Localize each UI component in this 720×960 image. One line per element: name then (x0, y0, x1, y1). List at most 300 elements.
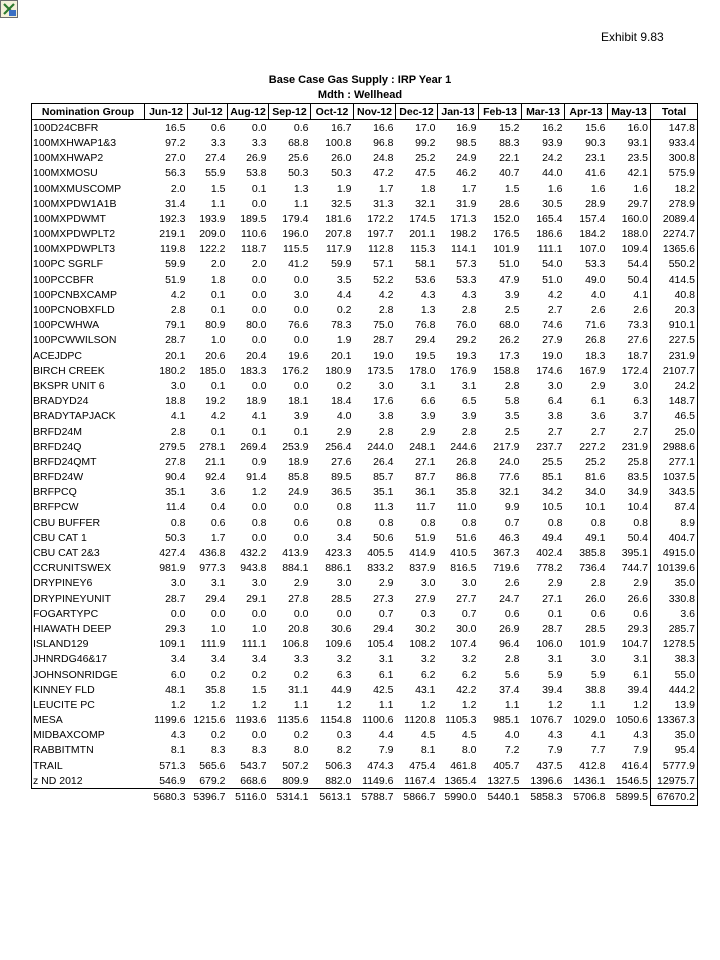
value-cell: 76.0 (456, 319, 477, 332)
row-total-cell: 1365.6 (651, 242, 698, 257)
value-cell: 74.6 (542, 319, 563, 332)
value-cell: 2.9 (293, 577, 309, 590)
value-cell: 53.6 (415, 273, 436, 286)
value-cell: 3.4 (336, 531, 352, 544)
column-header: May-13 (608, 104, 651, 120)
value-cell: 83.5 (627, 471, 648, 484)
value-cell: 244.0 (367, 440, 394, 453)
totals-blank-cell (32, 789, 145, 805)
value-cell: 88.3 (499, 136, 520, 149)
value-cell: 34.2 (542, 486, 563, 499)
value-cell: 3.9 (293, 410, 309, 423)
value-cell: 432.2 (240, 547, 267, 560)
totals-row (32, 789, 698, 805)
column-header: Dec-12 (396, 104, 438, 120)
value-cell: 29.7 (627, 197, 648, 210)
value-cell: 28.7 (373, 334, 394, 347)
value-cell: 0.6 (633, 607, 648, 620)
value-cell: 2.9 (420, 425, 436, 438)
value-cell: 24.9 (288, 486, 309, 499)
value-cell: 30.5 (542, 197, 563, 210)
value-cell: 28.7 (542, 622, 563, 635)
row-total-cell: 12975.7 (651, 773, 698, 789)
row-total-cell: 13367.3 (651, 713, 698, 728)
value-cell: 943.8 (240, 562, 267, 575)
value-cell: 1.5 (251, 683, 267, 696)
row-total-cell: 147.8 (651, 120, 698, 136)
table-row (32, 545, 698, 560)
value-cell: 26.0 (585, 592, 606, 605)
value-cell: 31.4 (165, 197, 186, 210)
value-cell: 17.6 (373, 395, 394, 408)
table-row (32, 424, 698, 439)
value-cell: 2.9 (378, 577, 394, 590)
table-row (32, 257, 698, 272)
value-cell: 71.6 (585, 319, 606, 332)
value-cell: 15.6 (585, 121, 606, 134)
value-cell: 174.5 (409, 212, 436, 225)
nomination-group-cell: 100PCWHWA (32, 318, 145, 333)
value-cell: 183.3 (240, 364, 267, 377)
nomination-group-cell: 100MXPDWPLT2 (32, 227, 145, 242)
value-cell: 28.9 (585, 197, 606, 210)
value-cell: 11.7 (415, 501, 436, 514)
table-row (32, 302, 698, 317)
value-cell: 6.2 (461, 668, 477, 681)
value-cell: 47.5 (415, 167, 436, 180)
value-cell: 16.9 (456, 121, 477, 134)
value-cell: 91.4 (246, 471, 267, 484)
value-cell: 4.1 (590, 729, 606, 742)
value-cell: 8.1 (420, 744, 436, 757)
value-cell: 4.3 (633, 729, 648, 742)
value-cell: 75.0 (373, 319, 394, 332)
value-cell: 3.4 (251, 653, 267, 666)
table-row (32, 500, 698, 515)
value-cell: 977.3 (199, 562, 226, 575)
value-cell: 24.7 (499, 592, 520, 605)
row-total-cell: 95.4 (651, 743, 698, 758)
value-cell: 4.3 (170, 729, 186, 742)
value-cell: 152.0 (493, 212, 520, 225)
row-total-cell: 20.3 (651, 302, 698, 317)
value-cell: 50.4 (627, 531, 648, 544)
value-cell: 58.1 (415, 258, 436, 271)
value-cell: 108.2 (409, 638, 436, 651)
value-cell: 41.2 (288, 258, 309, 271)
row-total-cell: 300.8 (651, 151, 698, 166)
value-cell: 0.8 (336, 516, 352, 529)
nomination-group-cell: ISLAND129 (32, 637, 145, 652)
nomination-group-cell: z ND 2012 (32, 773, 145, 789)
value-cell: 0.1 (210, 379, 226, 392)
nomination-group-cell: JOHNSONRIDGE (32, 667, 145, 682)
value-cell: 1193.6 (235, 714, 267, 727)
table-row (32, 409, 698, 424)
value-cell: 1.6 (547, 182, 563, 195)
value-cell: 1135.6 (277, 714, 309, 727)
value-cell: 0.0 (293, 334, 309, 347)
value-cell: 2.0 (210, 258, 226, 271)
value-cell: 1.6 (633, 182, 648, 195)
value-cell: 96.4 (499, 638, 520, 651)
value-cell: 0.0 (251, 273, 267, 286)
value-cell: 0.1 (210, 288, 226, 301)
nomination-group-cell: FOGARTYPC (32, 606, 145, 621)
value-cell: 107.4 (450, 638, 477, 651)
table-row (32, 606, 698, 621)
value-cell: 25.2 (585, 455, 606, 468)
value-cell: 2.0 (251, 258, 267, 271)
value-cell: 26.6 (627, 592, 648, 605)
table-row (32, 667, 698, 682)
value-cell: 2.5 (504, 304, 520, 317)
value-cell: 19.0 (542, 349, 563, 362)
value-cell: 4.1 (170, 410, 186, 423)
row-total-cell: 18.2 (651, 181, 698, 196)
value-cell: 2.8 (461, 304, 477, 317)
value-cell: 27.6 (627, 334, 648, 347)
value-cell: 7.2 (504, 744, 520, 757)
value-cell: 8.1 (170, 744, 186, 757)
header-row (32, 104, 698, 120)
value-cell: 1.1 (293, 197, 309, 210)
value-cell: 2.6 (633, 304, 648, 317)
value-cell: 367.3 (493, 547, 520, 560)
value-cell: 49.0 (585, 273, 606, 286)
value-cell: 8.0 (461, 744, 477, 757)
value-cell: 31.1 (288, 683, 309, 696)
value-cell: 1029.0 (573, 714, 606, 727)
value-cell: 28.6 (499, 197, 520, 210)
value-cell: 19.0 (373, 349, 394, 362)
value-cell: 3.0 (420, 577, 436, 590)
nomination-group-cell: CCRUNITSWEX (32, 561, 145, 576)
row-total-cell: 35.0 (651, 728, 698, 743)
value-cell: 4.3 (461, 288, 477, 301)
value-cell: 2.8 (504, 379, 520, 392)
value-cell: 25.2 (415, 152, 436, 165)
value-cell: 1.9 (336, 334, 352, 347)
value-cell: 16.5 (165, 121, 186, 134)
value-cell: 6.2 (420, 668, 436, 681)
value-cell: 833.2 (367, 562, 394, 575)
value-cell: 59.9 (331, 258, 352, 271)
value-cell: 81.6 (585, 471, 606, 484)
value-cell: 26.8 (456, 455, 477, 468)
value-cell: 115.3 (410, 243, 436, 256)
nomination-group-cell: MESA (32, 713, 145, 728)
row-total-cell: 55.0 (651, 667, 698, 682)
value-cell: 1.1 (210, 197, 226, 210)
table-row (32, 713, 698, 728)
value-cell: 423.3 (325, 547, 352, 560)
value-cell: 427.4 (159, 547, 186, 560)
table-row (32, 287, 698, 302)
value-cell: 18.9 (288, 455, 309, 468)
value-cell: 196.0 (282, 228, 309, 241)
value-cell: 32.1 (415, 197, 436, 210)
value-cell: 22.1 (499, 152, 520, 165)
value-cell: 4.1 (251, 410, 267, 423)
value-cell: 160.0 (621, 212, 648, 225)
value-cell: 3.0 (547, 379, 563, 392)
value-cell: 3.6 (590, 410, 606, 423)
value-cell: 39.4 (627, 683, 648, 696)
value-cell: 20.4 (246, 349, 267, 362)
value-cell: 193.9 (199, 212, 226, 225)
row-total-cell: 8.9 (651, 515, 698, 530)
value-cell: 405.5 (367, 547, 394, 560)
value-cell: 16.7 (331, 121, 352, 134)
nomination-group-cell: BRFPCW (32, 500, 145, 515)
value-cell: 0.0 (251, 501, 267, 514)
row-total-cell: 4915.0 (651, 545, 698, 560)
value-cell: 76.8 (415, 319, 436, 332)
value-cell: 279.5 (159, 440, 186, 453)
value-cell: 16.0 (627, 121, 648, 134)
value-cell: 0.8 (336, 501, 352, 514)
value-cell: 2.8 (378, 304, 394, 317)
value-cell: 0.0 (293, 379, 309, 392)
value-cell: 1.3 (420, 304, 436, 317)
value-cell: 68.8 (288, 136, 309, 149)
value-cell: 1365.4 (438, 773, 479, 789)
value-cell: 186.6 (536, 228, 563, 241)
value-cell: 86.8 (456, 471, 477, 484)
value-cell: 4.2 (170, 288, 186, 301)
row-total-cell: 343.5 (651, 485, 698, 500)
value-cell: 18.8 (165, 395, 186, 408)
value-cell: 0.1 (251, 182, 267, 195)
value-cell: 886.1 (325, 562, 352, 575)
value-cell: 3.0 (170, 577, 186, 590)
table-row (32, 333, 698, 348)
value-cell: 506.3 (325, 759, 352, 772)
value-cell: 26.9 (246, 152, 267, 165)
value-cell: 985.1 (493, 714, 520, 727)
value-cell: 0.6 (504, 607, 520, 620)
value-cell: 2.5 (504, 425, 520, 438)
value-cell: 50.3 (331, 167, 352, 180)
value-cell: 1.0 (210, 622, 226, 635)
value-cell: 20.1 (165, 349, 186, 362)
value-cell: 3.0 (633, 379, 648, 392)
value-cell: 47.2 (373, 167, 394, 180)
value-cell: 0.8 (378, 516, 394, 529)
table-row (32, 166, 698, 181)
value-cell: 0.0 (251, 607, 267, 620)
table-row (32, 181, 698, 196)
value-cell: 56.3 (165, 167, 186, 180)
value-cell: 92.4 (205, 471, 226, 484)
value-cell: 0.1 (251, 425, 267, 438)
table-row (32, 758, 698, 773)
value-cell: 2.7 (590, 425, 606, 438)
value-cell: 3.1 (633, 653, 648, 666)
value-cell: 24.9 (456, 152, 477, 165)
value-cell: 11.3 (373, 501, 394, 514)
column-header: Mar-13 (522, 104, 565, 120)
value-cell: 1050.6 (615, 714, 648, 727)
nomination-group-cell: 100MXPDWPLT3 (32, 242, 145, 257)
value-cell: 41.6 (585, 167, 606, 180)
value-cell: 35.1 (373, 486, 394, 499)
table-row (32, 485, 698, 500)
value-cell: 3.8 (547, 410, 563, 423)
value-cell: 38.8 (585, 683, 606, 696)
value-cell: 178.0 (409, 364, 436, 377)
value-cell: 0.7 (378, 607, 394, 620)
value-cell: 2.8 (378, 425, 394, 438)
value-cell: 3.4 (210, 653, 226, 666)
nomination-group-cell: 100MXMOSU (32, 166, 145, 181)
value-cell: 157.4 (579, 212, 606, 225)
value-cell: 4.3 (547, 729, 563, 742)
nomination-group-cell: BRFPCQ (32, 485, 145, 500)
nomination-group-cell: 100MXPDW1A1B (32, 196, 145, 211)
value-cell: 25.8 (627, 455, 648, 468)
value-cell: 3.1 (461, 379, 477, 392)
value-cell: 32.1 (499, 486, 520, 499)
value-cell: 27.6 (331, 455, 352, 468)
value-cell: 3.0 (378, 379, 394, 392)
value-cell: 165.4 (536, 212, 563, 225)
value-cell: 80.0 (246, 319, 267, 332)
value-cell: 0.8 (547, 516, 563, 529)
value-cell: 4.5 (420, 729, 436, 742)
value-cell: 3.6 (210, 486, 226, 499)
value-cell: 47.9 (499, 273, 520, 286)
value-cell: 24.0 (499, 455, 520, 468)
value-cell: 0.0 (251, 729, 267, 742)
value-cell: 46.3 (499, 531, 520, 544)
value-cell: 4.2 (547, 288, 563, 301)
value-cell: 0.1 (547, 607, 563, 620)
nomination-group-cell: 100D24CBFR (32, 120, 145, 136)
value-cell: 51.9 (415, 531, 436, 544)
nomination-group-cell: BRFD24QMT (32, 454, 145, 469)
value-cell: 35.8 (456, 486, 477, 499)
value-cell: 27.8 (165, 455, 186, 468)
value-cell: 405.7 (493, 759, 520, 772)
nomination-group-cell: 100MXMUSCOMP (32, 181, 145, 196)
nomination-group-cell: BRFD24M (32, 424, 145, 439)
nomination-group-cell: ACEJDPC (32, 348, 145, 363)
value-cell: 1.2 (170, 698, 186, 711)
value-cell: 1.0 (210, 334, 226, 347)
value-cell: 3.9 (420, 410, 436, 423)
value-cell: 52.2 (373, 273, 394, 286)
value-cell: 44.0 (542, 167, 563, 180)
value-cell: 2.8 (504, 653, 520, 666)
table-row (32, 363, 698, 378)
value-cell: 20.8 (288, 622, 309, 635)
value-cell: 1120.8 (404, 714, 436, 727)
value-cell: 42.1 (627, 167, 648, 180)
table-row (32, 515, 698, 530)
value-cell: 3.1 (210, 577, 226, 590)
value-cell: 44.9 (331, 683, 352, 696)
value-cell: 110.6 (241, 228, 267, 241)
value-cell: 4.1 (633, 288, 648, 301)
nomination-group-cell: DRYPINEYUNIT (32, 591, 145, 606)
value-cell: 3.9 (461, 410, 477, 423)
table-row (32, 348, 698, 363)
value-cell: 85.7 (373, 471, 394, 484)
value-cell: 106.8 (282, 638, 309, 651)
value-cell: 414.9 (409, 547, 436, 560)
value-cell: 176.2 (282, 364, 309, 377)
table-row (32, 454, 698, 469)
value-cell: 111.9 (200, 638, 226, 651)
value-cell: 174.6 (536, 364, 563, 377)
table-row (32, 637, 698, 652)
value-cell: 107.0 (579, 243, 606, 256)
value-cell: 98.5 (456, 136, 477, 149)
value-cell: 20.6 (205, 349, 226, 362)
value-cell: 546.9 (145, 773, 188, 789)
value-cell: 181.6 (325, 212, 352, 225)
nomination-group-cell: 100PCCBFR (32, 272, 145, 287)
nomination-group-cell: 100MXPDWMT (32, 211, 145, 226)
value-cell: 3.2 (461, 653, 477, 666)
value-cell: 31.3 (373, 197, 394, 210)
value-cell: 507.2 (282, 759, 309, 772)
value-cell: 172.2 (367, 212, 394, 225)
value-cell: 436.8 (199, 547, 226, 560)
value-cell: 34.9 (627, 486, 648, 499)
value-cell: 27.7 (456, 592, 477, 605)
value-cell: 4.2 (378, 288, 394, 301)
value-cell: 227.2 (579, 440, 606, 453)
nomination-group-cell: 100PCNBXCAMP (32, 287, 145, 302)
value-cell: 19.5 (415, 349, 436, 362)
value-cell: 1.7 (210, 531, 226, 544)
value-cell: 10.5 (542, 501, 563, 514)
value-cell: 1.2 (251, 486, 267, 499)
nomination-group-cell: 100MXHWAP2 (32, 151, 145, 166)
table-row (32, 135, 698, 150)
value-cell: 3.3 (210, 136, 226, 149)
value-cell: 30.2 (415, 622, 436, 635)
value-cell: 437.5 (536, 759, 563, 772)
value-cell: 2.8 (590, 577, 606, 590)
value-cell: 105.4 (367, 638, 394, 651)
table-row (32, 227, 698, 242)
row-total-cell: 1037.5 (651, 470, 698, 485)
value-cell: 1.0 (251, 622, 267, 635)
row-total-cell: 444.2 (651, 682, 698, 697)
nomination-group-cell: 100PCNOBXFLD (32, 302, 145, 317)
value-cell: 93.1 (627, 136, 648, 149)
value-cell: 3.2 (336, 653, 352, 666)
column-header: Sep-12 (269, 104, 311, 120)
value-cell: 679.2 (188, 773, 228, 789)
value-cell: 1.2 (547, 698, 563, 711)
table-row (32, 470, 698, 485)
value-cell: 1436.1 (565, 773, 608, 789)
nomination-group-cell: CBU CAT 1 (32, 530, 145, 545)
nomination-group-cell: BRFD24Q (32, 439, 145, 454)
value-cell: 55.9 (205, 167, 226, 180)
value-cell: 981.9 (159, 562, 186, 575)
value-cell: 3.0 (251, 577, 267, 590)
value-cell: 118.7 (241, 243, 267, 256)
row-total-cell: 404.7 (651, 530, 698, 545)
table-row (32, 697, 698, 712)
value-cell: 176.5 (493, 228, 520, 241)
